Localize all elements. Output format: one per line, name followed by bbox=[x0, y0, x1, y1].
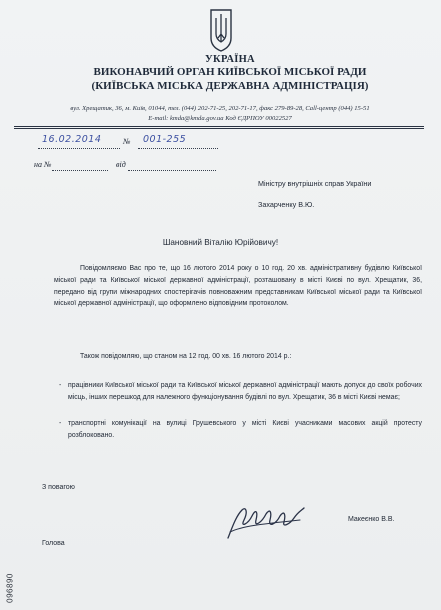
organization-subtitle: (КИЇВСЬКА МІСЬКА ДЕРЖАВНА АДМІНІСТРАЦІЯ) bbox=[91, 80, 369, 92]
registration-stamp bbox=[5, 568, 15, 608]
signer-name: Макеєнко В.В. bbox=[348, 516, 395, 523]
email-code-line: E-mail: kmda@kmda.gov.ua Код ЄДРПОУ 00022527 bbox=[148, 115, 292, 122]
recipient-name: Захарченку В.Ю. bbox=[258, 200, 315, 209]
signer-position: Голова bbox=[42, 540, 65, 547]
handwritten-date: 16.02.2014 bbox=[42, 134, 102, 145]
handwritten-signature bbox=[222, 498, 306, 544]
header-divider-thin bbox=[14, 128, 424, 129]
closing-regards: З повагою bbox=[42, 484, 75, 491]
reference-date-label: від bbox=[116, 160, 126, 169]
bullet-marker: - bbox=[59, 420, 62, 427]
date-underline bbox=[38, 148, 120, 149]
header-divider bbox=[14, 126, 424, 127]
organization-title: ВИКОНАВЧИЙ ОРГАН КИЇВСЬКОЇ МІСЬКОЇ РАДИ bbox=[93, 66, 367, 78]
stamp-number: 096890 bbox=[5, 573, 15, 603]
reference-number-underline bbox=[52, 170, 108, 171]
body-paragraph-intro: Також повідомляю, що станом на 12 год. 00 хв. 16 лютого 2014 р.: bbox=[80, 353, 292, 360]
handwritten-number: 001-255 bbox=[143, 134, 187, 145]
body-paragraph: Повідомляємо Вас про те, що 16 лютого 2014 року о 10 год. 20 хв. адміністративну будівлю Київської міської ради та Київської міської державної адміністрації, розташовану в місті Києві по вул. Хрещатик, 36, передано від групи міжнародних спостерігачів повноважним представникам Київської міської ради та Київської міської державної адміністрації, що оформлено відповідним протоколом. bbox=[54, 265, 422, 308]
bullet-marker: - bbox=[59, 382, 62, 389]
reference-date-underline bbox=[128, 170, 216, 171]
list-item bbox=[59, 418, 422, 442]
list-item-text: працівники Київської міської ради та Київської міської державної адміністрації мають допуск до своїх робочих місць, інших перешкод для належного функціонування будівлі по вул. Хрещатик, 36 в місті Києві немає; bbox=[68, 382, 422, 401]
list-item bbox=[59, 380, 422, 404]
list-item-text: транспортні комунікації на вулиці Грушевського у місті Києві учасниками масових акцій протесту розблоковано. bbox=[68, 420, 422, 439]
address-line: вул. Хрещатик, 36, м. Київ, 01044, тел. (044) 202-71-25, 202-71-17, факс 279-89-28, Call-центр (044) 15-51 bbox=[70, 105, 370, 112]
country-title: УКРАЇНА bbox=[205, 54, 255, 65]
number-underline bbox=[138, 148, 218, 149]
salutation: Шановний Віталію Юрійовичу! bbox=[162, 238, 279, 247]
recipient-position: Міністру внутрішніх справ України bbox=[258, 179, 372, 188]
reference-number-label: на № bbox=[34, 160, 52, 169]
number-label: № bbox=[123, 137, 131, 146]
trident-coat-of-arms-icon bbox=[210, 8, 232, 52]
